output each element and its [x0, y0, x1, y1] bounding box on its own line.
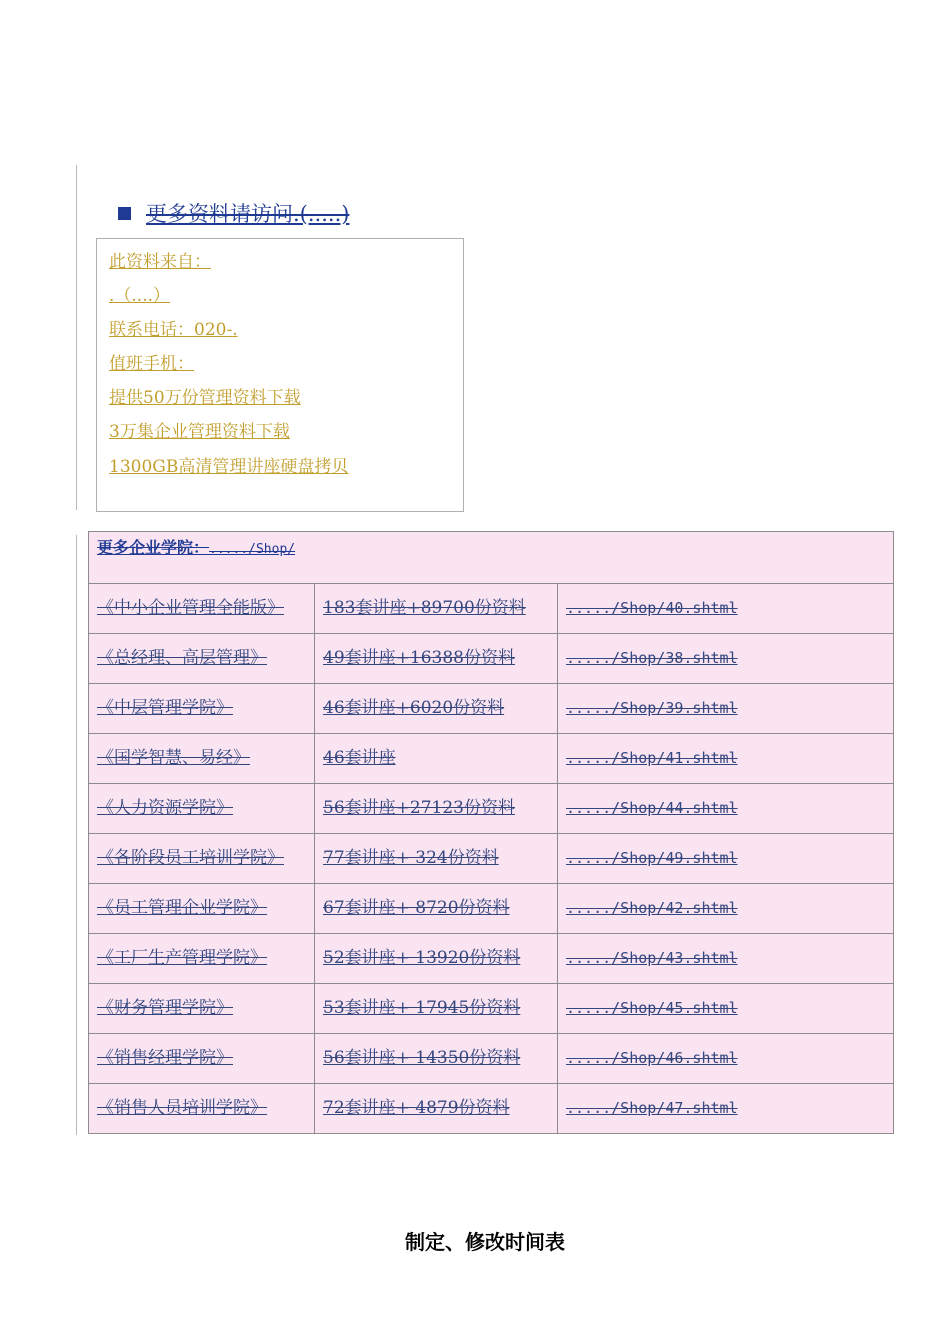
academy-url-link[interactable]: ...../Shop/43.shtml: [558, 934, 894, 984]
table-row: [89, 1084, 894, 1134]
academy-name-link[interactable]: 《财务管理学院》: [89, 984, 315, 1034]
academy-header-url: ...../Shop/: [209, 542, 296, 557]
academy-table: [88, 531, 894, 1134]
academy-desc-link[interactable]: 56套讲座+ 14350份资料: [315, 1034, 558, 1084]
table-row: [89, 834, 894, 884]
schedule-title: 制定、修改时间表: [405, 1230, 565, 1254]
info-mobile-line[interactable]: 值班手机：: [109, 354, 194, 374]
info-sets-line[interactable]: 3万集企业管理资料下载: [109, 422, 290, 442]
table-row: [89, 734, 894, 784]
academy-name-link[interactable]: 《人力资源学院》: [89, 784, 315, 834]
academy-desc-link[interactable]: 183套讲座+89700份资料: [315, 584, 558, 634]
table-header-row: [89, 532, 894, 584]
academy-url-link[interactable]: ...../Shop/44.shtml: [558, 784, 894, 834]
academy-name-link[interactable]: 《总经理、高层管理》: [89, 634, 315, 684]
table-row: [89, 1034, 894, 1084]
info-site-line[interactable]: .（....）: [109, 286, 171, 306]
academy-desc-link[interactable]: 67套讲座+ 8720份资料: [315, 884, 558, 934]
academy-url-link[interactable]: ...../Shop/41.shtml: [558, 734, 894, 784]
academy-name-link[interactable]: 《各阶段员工培训学院》: [89, 834, 315, 884]
academy-desc-link[interactable]: 53套讲座+ 17945份资料: [315, 984, 558, 1034]
academy-url-link[interactable]: ...../Shop/47.shtml: [558, 1084, 894, 1134]
source-info-box: [96, 238, 464, 512]
table-row: [89, 784, 894, 834]
table-row: [89, 884, 894, 934]
academy-header-label: 更多企业学院：: [97, 538, 210, 557]
academy-url-link[interactable]: ...../Shop/40.shtml: [558, 584, 894, 634]
academy-url-link[interactable]: ...../Shop/39.shtml: [558, 684, 894, 734]
academy-desc-link[interactable]: 77套讲座+ 324份资料: [315, 834, 558, 884]
info-source-line[interactable]: 此资料来自：: [109, 252, 211, 272]
academy-desc-link[interactable]: 72套讲座+ 4879份资料: [315, 1084, 558, 1134]
academy-name-link[interactable]: 《销售人员培训学院》: [89, 1084, 315, 1134]
table-row: [89, 584, 894, 634]
academy-desc-link[interactable]: 56套讲座+27123份资料: [315, 784, 558, 834]
academy-name-link[interactable]: 《工厂生产管理学院》: [89, 934, 315, 984]
table-row: [89, 634, 894, 684]
info-hdd-line[interactable]: 1300GB高清管理讲座硬盘拷贝: [109, 457, 349, 477]
academy-url-link[interactable]: ...../Shop/46.shtml: [558, 1034, 894, 1084]
academy-desc-link[interactable]: 46套讲座+6020份资料: [315, 684, 558, 734]
academy-url-link[interactable]: ...../Shop/38.shtml: [558, 634, 894, 684]
academy-name-link[interactable]: 《中小企业管理全能版》: [89, 584, 315, 634]
academy-url-link[interactable]: ...../Shop/49.shtml: [558, 834, 894, 884]
margin-line: [76, 535, 77, 1135]
visit-more-link[interactable]: [118, 198, 349, 228]
margin-line: [76, 165, 77, 510]
academy-header-cell[interactable]: [89, 532, 894, 584]
academy-name-link[interactable]: 《国学智慧、易经》: [89, 734, 315, 784]
square-bullet-icon: [118, 207, 131, 220]
table-row: [89, 934, 894, 984]
info-docs-line[interactable]: 提供50万份管理资料下载: [109, 388, 301, 408]
visit-more-text: 更多资料请访问.(.....): [146, 202, 350, 226]
academy-name-link[interactable]: 《销售经理学院》: [89, 1034, 315, 1084]
academy-name-link[interactable]: 《中层管理学院》: [89, 684, 315, 734]
academy-desc-link[interactable]: 52套讲座+ 13920份资料: [315, 934, 558, 984]
table-row: [89, 984, 894, 1034]
academy-url-link[interactable]: ...../Shop/42.shtml: [558, 884, 894, 934]
academy-desc-link[interactable]: 49套讲座+16388份资料: [315, 634, 558, 684]
academy-url-link[interactable]: ...../Shop/45.shtml: [558, 984, 894, 1034]
academy-name-link[interactable]: 《员工管理企业学院》: [89, 884, 315, 934]
table-row: [89, 684, 894, 734]
academy-desc-link[interactable]: 46套讲座: [315, 734, 558, 784]
info-phone-line[interactable]: 联系电话：020-.: [109, 320, 238, 340]
